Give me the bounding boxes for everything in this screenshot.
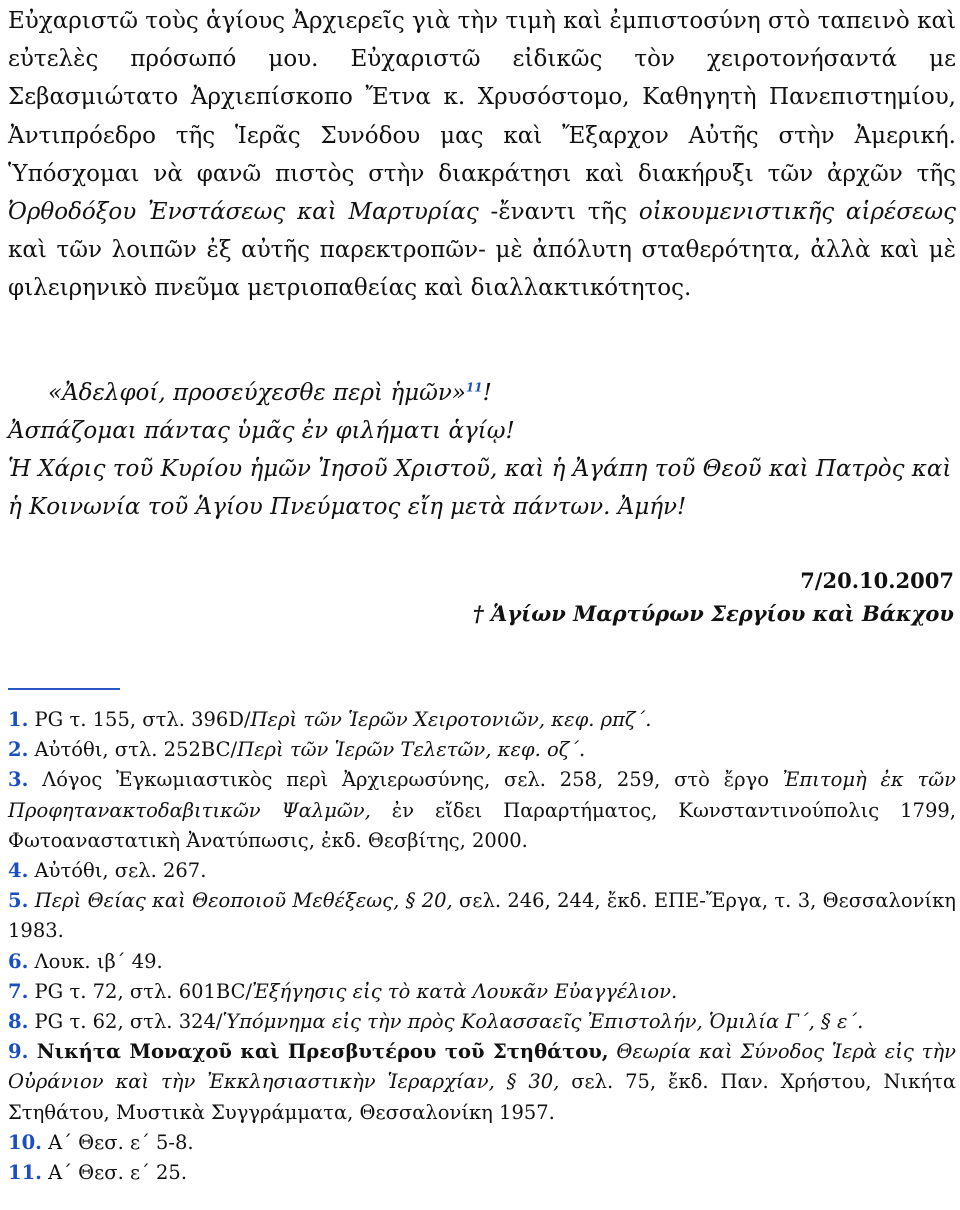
footnote-number[interactable]: 6. — [8, 949, 29, 973]
signoff-date: 7/20.10.2007 — [800, 568, 954, 593]
body-italic-heresy: οἰκουμενιστικῆς αἱρέσεως — [638, 199, 957, 226]
body-text-3: καὶ τῶν λοιπῶν ἐξ αὐτῆς παρεκτροπῶν- μὲ ἀπόλυτη σταθερότητα, ἀλλὰ καὶ μὲ φιλειρηνικὸ πνεῦμα μετριοπαθείας καὶ διαλλακτικότητος. — [8, 237, 956, 302]
footnote-text-rest: ἐν εἴδει Παραρτήματος, Κωνσταντινούπολις 1799, Φωτοαναστατικὴ Ἀνατύπωσις, ἐκδ. Θεσβίτης, 2000. — [8, 798, 956, 852]
footnote-text: PG τ. 155, στλ. 396D/ — [28, 708, 251, 731]
footnote-item — [8, 947, 956, 977]
footnote-number[interactable]: 3. — [8, 768, 29, 792]
signoff-feast: † Ἁγίων Μαρτύρων Σεργίου καὶ Βάκχου — [472, 601, 954, 626]
footnote-title: Περὶ Θείας καὶ Θεοποιοῦ Μεθέξεως, § 20, — [34, 889, 453, 913]
footnote-ref-11[interactable]: 11 — [465, 380, 483, 395]
body-italic-orthodox: Ὀρθοδόξου Ἐνστάσεως καὶ Μαρτυρίας — [8, 199, 479, 226]
quote-exclaim: ! — [482, 380, 492, 406]
footnote-text: Α΄ Θεσ. ε΄ 5-8. — [41, 1130, 194, 1154]
footnote-number[interactable]: 11. — [8, 1161, 42, 1185]
footnote-title: Ἐξήγησις εἰς τὸ κατὰ Λουκᾶν Εὐαγγέλιον. — [252, 979, 678, 1003]
footnote-item — [8, 1128, 956, 1158]
body-text-2: -ἔναντι τῆς — [478, 199, 639, 226]
footnote-item — [8, 856, 956, 886]
closing-quotes — [8, 374, 956, 526]
quote-brothers-pray — [8, 374, 956, 412]
quote-blessing: Ἡ Χάρις τοῦ Κυρίου ἡμῶν Ἰησοῦ Χριστοῦ, καὶ ἡ Ἀγάπη τοῦ Θεοῦ καὶ Πατρὸς καὶ ἡ Κοινωνία τοῦ Ἁγίου Πνεύματος εἴη μετὰ πάντων. Ἀμήν! — [8, 456, 952, 520]
body-text-1: Εὐχαριστῶ τοὺς ἁγίους Ἀρχιερεῖς γιὰ τὴν τιμὴ καὶ ἐμπιστοσύνη στὸ ταπεινὸ καὶ εὐτελὲς πρόσωπό μου. Εὐχαριστῶ εἰδικῶς τὸν χειροτονήσαντά με Σεβασμιώτατο Ἀρχιεπίσκοπο Ἔτνα κ. Χρυσόστομο, Καθηγητὴ Πανεπιστημίου, Ἀντιπρόεδρο τῆς Ἱερᾶς Συνόδου μας καὶ Ἔξαρχον Αὐτῆς στὴν Ἀμερική. Ὑπόσχομαι νὰ φανῶ πιστὸς στὴν διακράτησι καὶ διακήρυξι τῶν ἀρχῶν τῆς — [8, 8, 956, 187]
footnote-number[interactable]: 1. — [8, 708, 29, 731]
footnote-item — [8, 1007, 956, 1037]
footnote-number[interactable]: 8. — [8, 1010, 29, 1034]
footnote-text: PG τ. 62, στλ. 324/ — [28, 1010, 223, 1034]
footnote-number[interactable]: 7. — [8, 979, 29, 1003]
footnote-number[interactable]: 9. — [8, 1040, 29, 1064]
footnote-item — [8, 977, 956, 1007]
footnote-number[interactable]: 10. — [8, 1130, 42, 1154]
quote-text: «Ἀδελφοί, προσεύχεσθε περὶ ἡμῶν» — [48, 380, 466, 406]
footnote-text-rest: σελ. 246, 244, ἔκδ. ΕΠΕ-Ἔργα, τ. 3, Θεσσαλονίκη 1983. — [8, 889, 956, 943]
footnote-item — [8, 1037, 956, 1128]
body-paragraph — [8, 2, 956, 308]
quote-greeting: Ἀσπάζομαι πάντας ὑμᾶς ἐν φιλήματι ἁγίῳ! — [8, 418, 515, 444]
footnote-item — [8, 705, 956, 735]
footnote-text: Λόγος Ἐγκωμιαστικὸς περὶ Ἀρχιερωσύνης, σελ. 258, 259, στὸ ἔργο — [28, 768, 783, 792]
footnote-text: Αὐτόθι, στλ. 252BC/ — [28, 738, 238, 762]
footnote-title: Θεωρία καὶ Σύνοδος Ἱερὰ εἰς τὴν Οὐράνιον καὶ τὴν Ἐκκλησιαστικὴν Ἱεραρχίαν, § 30, — [8, 1040, 956, 1094]
footnote-title: Περὶ τῶν Ἱερῶν Τελετῶν, κεφ. οζ΄. — [237, 738, 586, 762]
footnote-text-rest: σελ. 75, ἔκδ. Παν. Χρήστου, Νικήτα Στηθάτου, Μυστικὰ Συγγράμματα, Θεσσαλονίκη 1957. — [8, 1070, 956, 1124]
footnote-title: Περὶ τῶν Ἱερῶν Χειροτονιῶν, κεφ. ρπζ΄. — [250, 708, 652, 731]
footnote-divider — [8, 688, 120, 690]
footnote-text: PG τ. 72, στλ. 601BC/ — [28, 979, 253, 1003]
footnote-title: Ἐπιτομὴ ἐκ τῶν Προφητανακτοδαβιτικῶν Ψαλμῶν, — [8, 768, 957, 822]
footnote-number[interactable]: 5. — [8, 889, 29, 913]
footnote-item — [8, 1158, 956, 1188]
footnote-item — [8, 765, 956, 856]
footnote-number[interactable]: 4. — [8, 859, 29, 883]
footnotes-list — [8, 705, 956, 1188]
footnote-number[interactable]: 2. — [8, 738, 29, 762]
footnote-text: Α΄ Θεσ. ε΄ 25. — [41, 1161, 188, 1185]
footnote-item — [8, 886, 956, 946]
footnote-title: Ὑπόμνημα εἰς τὴν πρὸς Κολασσαεῖς Ἐπιστολήν, Ὁμιλία Γ΄, § ε΄. — [222, 1010, 864, 1034]
footnote-item — [8, 735, 956, 765]
footnote-author: Νικήτα Μοναχοῦ καὶ Πρεσβυτέρου τοῦ Στηθάτου, — [28, 1040, 609, 1064]
footnote-text: Αὐτόθι, σελ. 267. — [28, 859, 207, 883]
footnote-text: Λουκ. ιβ΄ 49. — [28, 949, 163, 973]
